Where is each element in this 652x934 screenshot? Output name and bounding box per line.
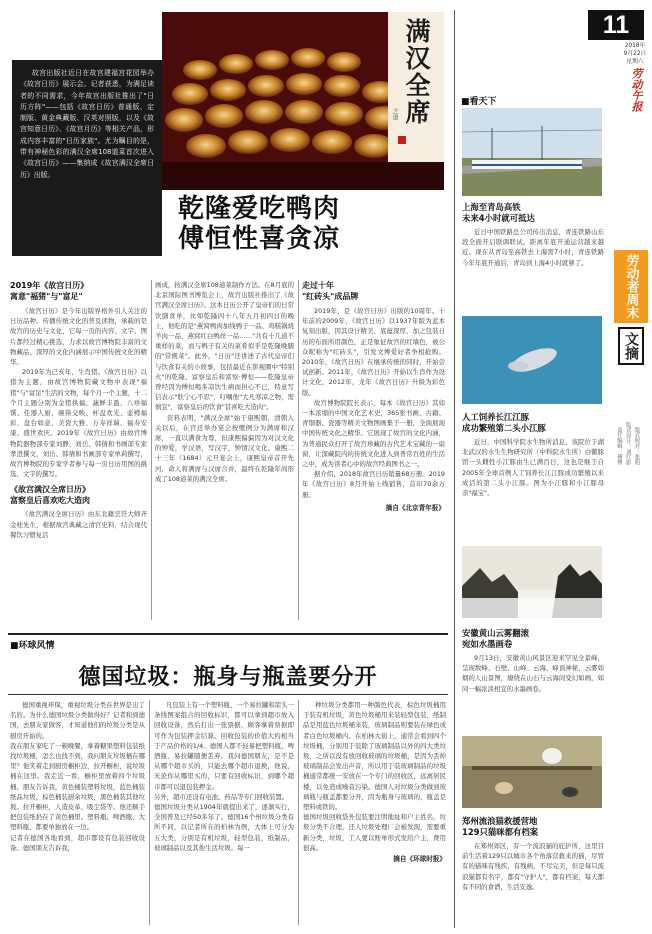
lead-col3-p1: 2019年，是《故宫日历》出版的10周年。十年前的2009年，《故宫日历》以1937年版为蓝本复刻出版，因其设计精美、底蕴深厚，加之包装日历的布面所用颜色，正是象征故宫的红墙色，被公众昵称为"红砖头"，引发文博爱好者争相抢购。2010年，《故宫日历》在继承传统的同时，开始尝试创新。2011年，《故宫日历》开始以生肖作为设计文化，2012年，龙年《故宫日历》升级为彩色版。 — [302, 307, 445, 397]
page-number: 11 — [602, 11, 630, 39]
world-col-2 — [154, 700, 294, 853]
cats-photo — [462, 736, 602, 808]
page-number-box — [588, 10, 644, 40]
subhead-1: 2019年《故宫日历》 寓意"福猪"与"富足" — [10, 281, 89, 301]
lead-col-2 — [155, 280, 294, 484]
credit-designer: 版式设计：刘红影 — [624, 422, 631, 466]
lead-col2-p2: 资料表明，"满汉全席"始于康熙朝，清朝人关以后，在官廷举办宴会按惯例分为满席和汉席，一直以满食为尊，但康熙偏偏因为对汉文化的钟爱，学汉语，写汉字，钟情汉文化。康熙二十三年（1684）元旦宴会上，康熙皇帝首开先河，命人将满席与汉席合并，最终在乾隆年间形成了108道菜的满汉全席。 — [155, 413, 294, 483]
credit-proofreader: 版式校对：张旭 — [633, 427, 640, 466]
lead-col2-p1: 画成，按满汉全席108道菜制作方法。在8月底的北京国际图书博览会上，故宫出版社推出了《故宫满汉全席日历》。这本日历公开了皇帝们的日常饮膳食单，比如乾隆四十八年五月初四日的晚上，他吃的是"燕窝鸭肉加线鸭子一品、鸡糕锅烧羊肉一品、燕窝红白鸭丝一品……"共有十几道不重样的菜，而与鸭子有关的菜肴似乎是乾隆晚膳的"常规菜"。此外，"日历"还讲述了古代皇帝们与饮食有关的小故事，包括最近在影视圈中"特别火"的乾隆、富察皇后和富察·傅恒——乾隆皇帝曾经因为傅恒喝多凉饮生病而担心不已，特意写信表示"肤宁心不忍"，叮嘱他"大凡寒凉之物，需慎宜"，富察皇后的饮食"甚喜吃大造肉"。 — [155, 281, 294, 412]
calendar-cover-photo — [162, 12, 444, 190]
column-divider — [149, 700, 150, 925]
world-col1-text: 德国重视环保，重视垃圾分类在世界是出了名的。为什么德国垃圾分类做得好？记者和到德国，去朋友家做客，才知道他们的垃圾分类是从厨房开始的。 我在朋友家吃了一顿晚餐，拿着糖果塑料包装纸找垃圾桶，怎么也找不到，我问朋友垃圾桶在哪里？他笑着走到厨房橱柜边，拉开橱柜，说垃圾桶在这里。我走近一看，橱柜里放着四个垃圾桶。朋友告诉我，黄色桶装塑料垃圾，蓝色桶装纸品垃圾，棕色桶装厨余垃圾，黑色桶装其他垃圾。拉开橱柜，人造皮革、吸尘袋等。他还顺手把包装纸扔在了黄色桶里。塑料瓶、啤酒瓶、大塑料瓶，都要单独放在一边。 记者在德国各地看到，超市都设有包装回收设备。德国朋友告诉我， — [10, 701, 145, 852]
cover-title-panel — [388, 12, 444, 162]
world-source: 摘自《环球时报》 — [393, 855, 446, 864]
lead-col1-p2: 2019年为己亥年，生肖猪。《故宫日历》以猪为主题，由故宫博物院藏文物中表现"福猪"与"富足"生活的文物，每个月一个主题，十二个月主题分别为金猪拱福、蔬鲜丰盈、八珍福馔、佳器人厨、碗筷交映、杯盘欢光、壶樽福彩、盘台如意、美瓷大雅、万寿祥瑞、福寿安康、盛世欢庆。2019年《故宫日历》由故宫博物院器物部专家刘静、刘岳、韩倩和书画部专家孝澄撰文，刘岳、韩倩和书画部专家单莉撰写，故宫博物院的专家学者参与每一页日历用图的挑选、文字的撰写。 — [10, 368, 147, 479]
subhead-3: 走过十年 "红砖头"成品牌 — [302, 281, 359, 301]
side-body-2: 近日，中国科学院水生物所消息，该院位于湖北武汉的水生生物研究所（中科院水生所）白鳖豚馆一头雌性小江豚由生已满百日，这也是继于自2005年全球首例人工饲养长江江豚成功繁殖以来成活的第二头小江豚。图为小江豚和小江豚母亲"福宝"。 — [462, 438, 604, 498]
world-col-3 — [303, 700, 446, 863]
lead-headline-line1: 乾隆爱吃鸭肉 — [178, 194, 341, 224]
side-photo-porpoise — [462, 316, 602, 404]
world-col2-text: 凡包装上有一个塑料瓶、一个易拉罐和箭头一条线图案组合的回收标识，都可以拿到超市放入回收设备，然后打出一张票据，顾客拿着票据即可作为包装押金结算。回收包装的价值大约相当于产品价格的1/4。德国人都不轻易把塑料瓶、啤酒瓶、易拉罐随便丢弃。我问德国朋友，是不是从哪个超市买的，只能去哪个超市退换，他说，无论你从哪里买的，只要有回收标识，到哪个超市都可以退包装押金。 另外，超市还设有电池、药品等专门回收装置。 德国垃圾分类从1904年就提出来了，逐渐实行，全国普及已经50多年了。德国16个州垃圾分类有所不同，以记者所在的柏林为例，大体上可分为五大类，分别是有机垃圾，轻型包装，纸制品，玻璃制品以及其他生活垃圾。每一 — [154, 701, 294, 852]
paper-logo: 劳动午报 — [630, 68, 643, 112]
world-section-label: ■环球风情 — [10, 641, 55, 651]
side-headline-1: 上海至青岛高铁 未来4小时就可抵达 — [462, 202, 535, 223]
side-section-label: ■看天下 — [461, 97, 497, 107]
banner-title-line1: 劳动者 — [623, 254, 639, 293]
side-photo-cats — [462, 736, 602, 808]
credit-editor: 责任编辑：傅雅 — [616, 427, 622, 466]
lead-source: 摘自《北京青年报》 — [385, 503, 445, 512]
column-divider — [151, 280, 152, 620]
side-headline-4: 郑州流浪猫救援营地 129只猫咪都有档案 — [462, 816, 539, 837]
lead-col3-p3: 据介绍，2018年故宫日历销量68万册。2019年《故宫日历》8月开始上线销售，首印70余万册。 — [302, 470, 445, 499]
side-item-4 — [462, 816, 604, 892]
weekend-banner — [614, 250, 648, 466]
banner-credits — [615, 422, 639, 468]
issue-date-year: 2018年 — [624, 43, 646, 49]
intro-box — [12, 60, 162, 256]
world-col3-text: 种垃圾分类都用一种颜色代表，棕色垃圾桶用于装有机垃圾，黄色垃圾桶用来装轻型包装，纸制品是用蓝色垃圾桶来装，玻璃制品则要装在绿色或者白色垃圾桶内。在柏林大街上，通常会看到四个垃圾桶，分别用于装除了玻璃制品以外的四大类垃圾，之所以没有放回收玻璃的垃圾桶，是因为丢掉玻璃制品会发出声音，所以用于装玻璃制品的垃圾桶通常都统一安放在一个专门的回收区，远离居民楼，以免造成噪音污染。德国人对垃圾分类做到玻璃瓶与瓶盖都要分开，因为瓶身与玻璃的，瓶盖是塑料或铁的。 德国垃圾回收袋外包装要注明地址和户主姓名，垃圾分类不合理，还人垃圾处理厂会被发现，需要重新分类，垃圾，工人要以账单形式发给户主，费用很高。 — [303, 701, 446, 852]
issue-weekday: 星期六 — [626, 59, 644, 65]
section-rule — [8, 633, 448, 635]
side-item-1 — [462, 202, 604, 268]
issue-date — [620, 42, 650, 66]
lead-headline-line2: 傅恒性喜贪凉 — [178, 224, 341, 254]
issue-date-day: 9月22日 — [623, 51, 647, 57]
column-divider — [298, 700, 299, 925]
mountain-photo — [462, 546, 602, 618]
side-headline-2: 人工饲养长江江豚 成功繁殖第二头小江豚 — [462, 412, 546, 433]
banner-title-line2: 周末 — [623, 293, 639, 319]
side-body-3: 9月13日，安徽黄山风景区迎来罕见全景峰，呈现数峰、石壁、山峰、云海、峰顶神秘，云雾如烟的人山景图，缭绕在山石与云海间变幻如画，如同一幅浓淡相宜的水墨画卷。 — [462, 654, 604, 693]
porpoise-photo — [462, 316, 602, 404]
banner-section-label: 文摘 — [618, 327, 644, 365]
cover-title: 满汉全席 — [402, 18, 431, 126]
side-item-3 — [462, 628, 604, 694]
side-body-4: 在郑州郊区，有一个流浪猫的庇护所，这里目前生活着129只以城市各个角落营救来的猫，尽管有的猫咪有残疾，有残病，不尽完美，但是每只流浪猫都有名字，都有"守护人"，都有档案，每天都有不同的食谱，生活安逸。 — [462, 842, 604, 891]
world-headline: 德国垃圾：瓶身与瓶盖要分开 — [78, 664, 378, 690]
lead-headline — [178, 194, 440, 254]
page-divider — [454, 10, 455, 928]
lead-col-1 — [10, 280, 147, 540]
side-headline-3: 安徽黄山云雾翻滚 宛如水墨画卷 — [462, 628, 529, 649]
lead-col-3 — [302, 280, 445, 512]
intro-text: 故宫出版社近日在故宫建福宫花园举办《故宫日历》展示会。记者获悉，为满足读者的不同需求，今年故宫出版社推出了"日历方阵"——包括《故宫日历》普通版、定制版、黄金典藏版、汉英对照版，以及《故宫知意日历》、《故宫月历》等相关产品，形成内容丰富的"日历家族"。尤为瞩目的是，带有神秘色彩的满汉全席108道菜首次进入《故宫日历》——集纳成《故宫满汉全席日历》出版。 — [20, 69, 154, 179]
side-body-1: 近日中国铁路总公司传出消息，青连铁路山东段全面开启联调联试，距离年底开通运营越来越近。现在从青岛至高铁去上海需7小时，青连铁路今年年底开通后，青岛到上海4小时就够了。 — [462, 228, 604, 267]
column-divider — [298, 280, 299, 620]
lead-col1-p3: 《故宫满汉全席日历》由东北籍烹饪大师齐金柱先生，根据故宫典藏之清宫史料，结合现代餐饮习惯复活 — [10, 510, 147, 539]
lead-col1-p1: 《故宫日历》是今年出版界格外引人关注的日历品种。传播传统文化的普及读物，承载的是故宫的历史与文化，它每一页的内容、文字、图片都经过精心挑选，力求以故宫博物院丰富的文物藏品、深厚的文化内涵展示中国传统文化的精华。 — [10, 307, 147, 367]
banner-title — [614, 250, 648, 323]
side-photo-mountain — [462, 546, 602, 618]
world-col-1 — [10, 700, 145, 853]
headline-rule — [8, 694, 448, 695]
subhead-2: 《故宫满汉全席日历》 富察皇后喜欢吃大造肉 — [10, 485, 90, 506]
red-seal-icon — [398, 136, 406, 144]
cover-subtitle: 之道 — [391, 108, 398, 120]
lead-col3-p2: 故宫博物院院长表示，每本《故宫日历》其如一本浓缩的中国文化艺术史，365张书画、古籍、青铜器、瓷器等精美文物图画集于一册，全面展现中国传统文化之精华。它展现了故宫的文化内涵，为普通民众打开了故宫珍藏的古代艺术宝藏的一扇窗，让深藏院内的传统文化进入到普常百姓的生活之中，成为读者心中的故宫经典图书之一。 — [302, 398, 445, 469]
train-photo — [462, 108, 602, 196]
side-item-2 — [462, 412, 604, 498]
side-photo-train — [462, 108, 602, 196]
